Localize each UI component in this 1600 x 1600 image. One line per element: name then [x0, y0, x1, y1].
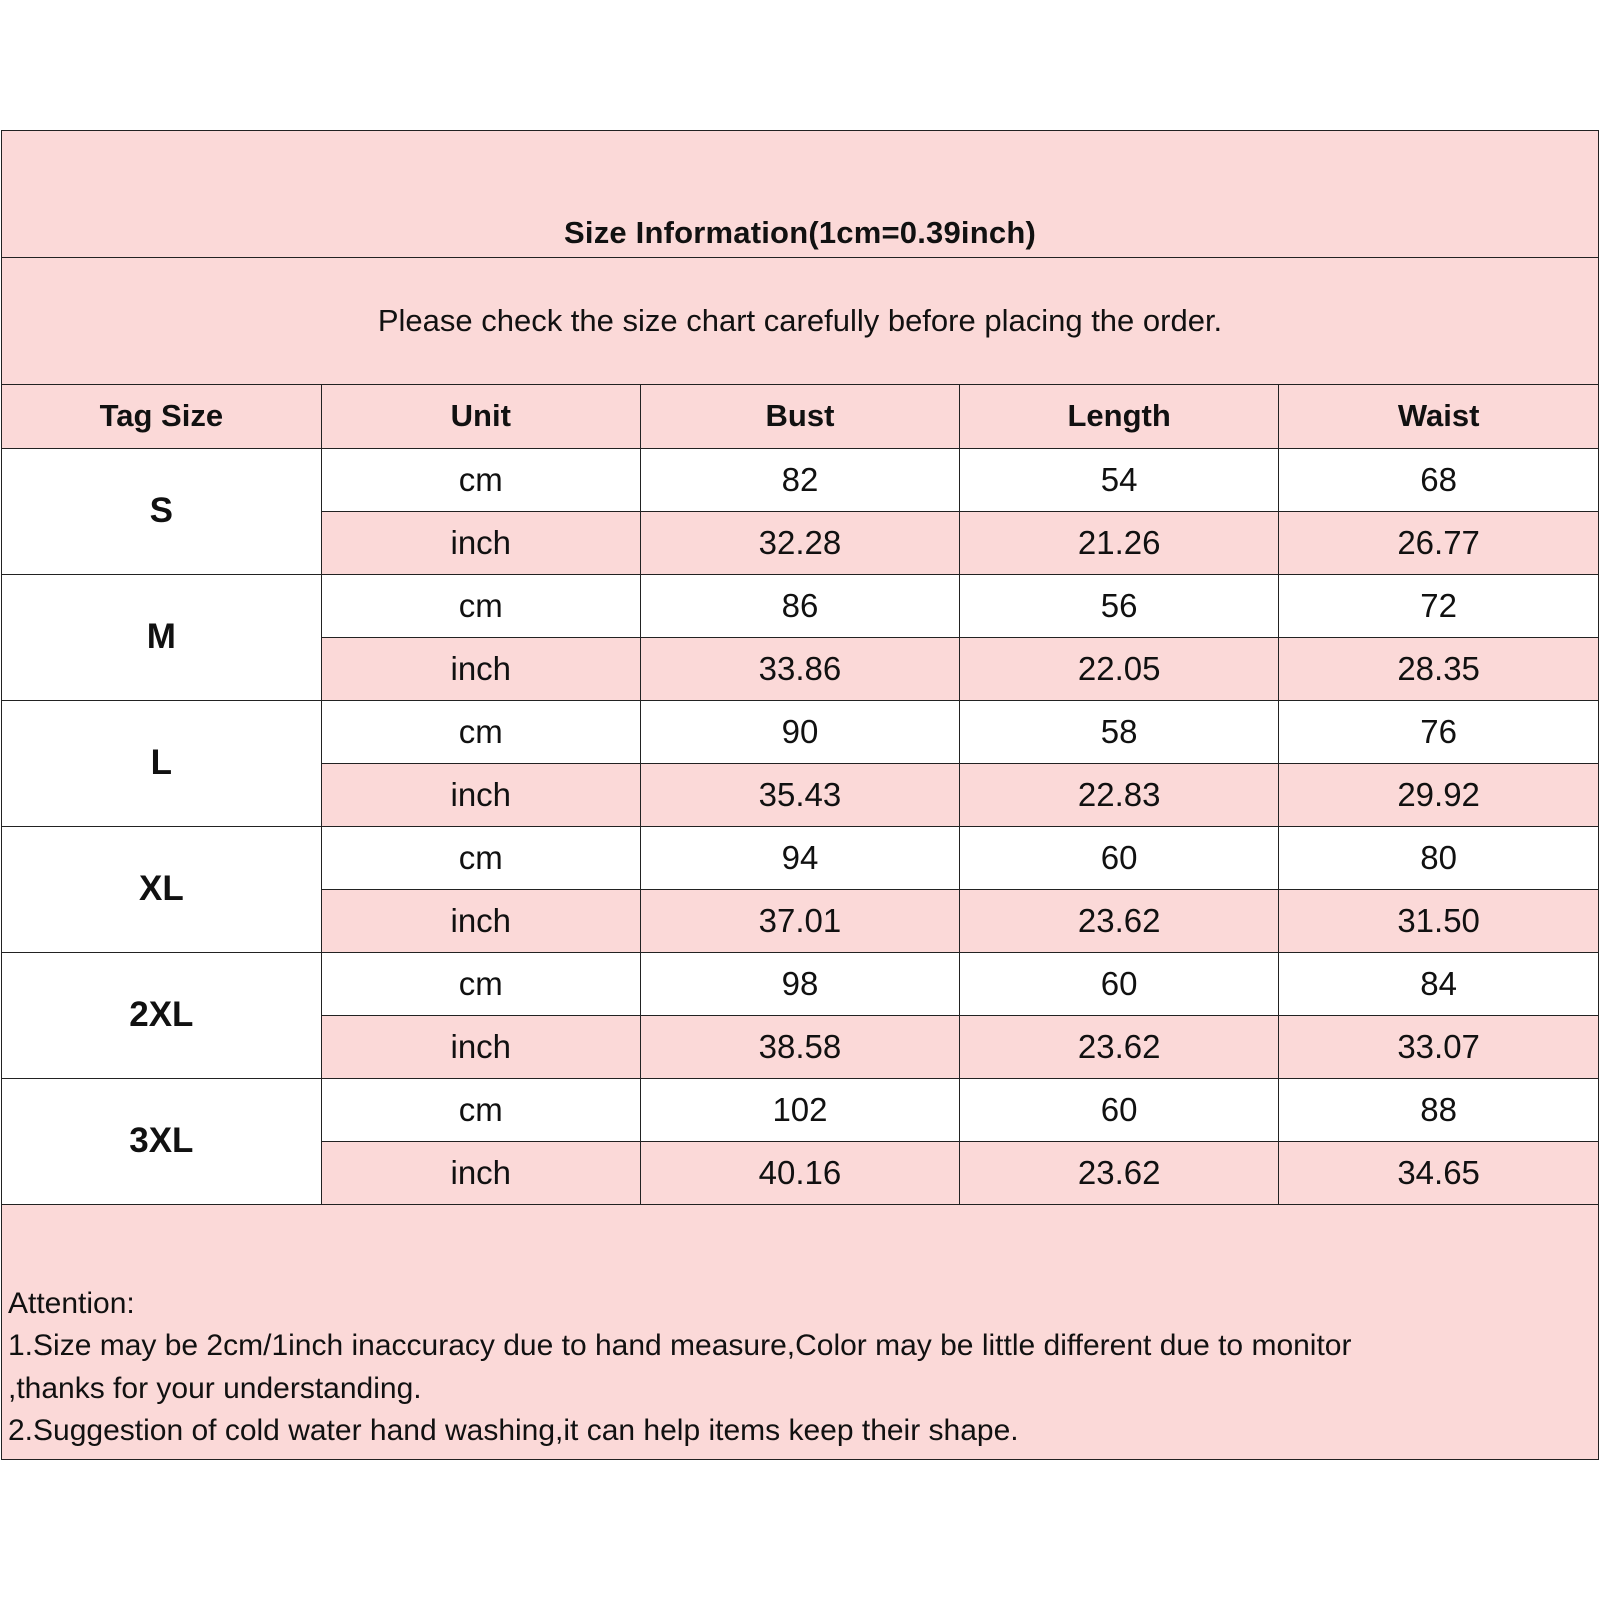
- waist-cell: 76: [1279, 700, 1598, 763]
- waist-cell: 28.35: [1279, 637, 1598, 700]
- length-cell: 56: [960, 574, 1279, 637]
- length-cell: 22.83: [960, 763, 1279, 826]
- length-cell: 23.62: [960, 1141, 1279, 1204]
- header-waist: Waist: [1279, 385, 1598, 448]
- tag-size-cell: L: [2, 700, 321, 826]
- length-cell: 60: [960, 952, 1279, 1015]
- waist-cell: 34.65: [1279, 1141, 1598, 1204]
- length-cell: 54: [960, 448, 1279, 511]
- size-table: [2, 385, 1598, 1205]
- header-length: Length: [960, 385, 1279, 448]
- waist-cell: 29.92: [1279, 763, 1598, 826]
- unit-cell: cm: [321, 826, 640, 889]
- attention-line-1-continued: ,thanks for your understanding.: [8, 1371, 422, 1405]
- table-row: [2, 1078, 1598, 1141]
- waist-cell: 26.77: [1279, 511, 1598, 574]
- header-tag-size: Tag Size: [2, 385, 321, 448]
- waist-cell: 68: [1279, 448, 1598, 511]
- length-cell: 22.05: [960, 637, 1279, 700]
- attention-heading: Attention:: [8, 1286, 135, 1320]
- waist-cell: 31.50: [1279, 889, 1598, 952]
- tag-size-cell: M: [2, 574, 321, 700]
- bust-cell: 90: [640, 700, 959, 763]
- unit-cell: inch: [321, 637, 640, 700]
- unit-cell: cm: [321, 448, 640, 511]
- waist-cell: 72: [1279, 574, 1598, 637]
- tag-size-cell: 3XL: [2, 1078, 321, 1204]
- unit-cell: inch: [321, 1141, 640, 1204]
- table-row: [2, 574, 1598, 637]
- unit-cell: cm: [321, 574, 640, 637]
- bust-cell: 86: [640, 574, 959, 637]
- attention-line-2: 2.Suggestion of cold water hand washing,it can help items keep their shape.: [8, 1414, 1019, 1447]
- waist-cell: 80: [1279, 826, 1598, 889]
- waist-cell: 84: [1279, 952, 1598, 1015]
- length-cell: 21.26: [960, 511, 1279, 574]
- length-cell: 23.62: [960, 1015, 1279, 1078]
- attention-line-1: 1.Size may be 2cm/1inch inaccuracy due to hand measure,Color may be little different due to monitor: [8, 1329, 1352, 1362]
- header-unit: Unit: [321, 385, 640, 448]
- title-row: [2, 131, 1598, 258]
- notice-text: Please check the size chart carefully before placing the order.: [377, 303, 1223, 338]
- bust-cell: 37.01: [640, 889, 959, 952]
- attention-section: [2, 1205, 1598, 1459]
- unit-cell: inch: [321, 511, 640, 574]
- table-row: [2, 700, 1598, 763]
- unit-cell: cm: [321, 1078, 640, 1141]
- unit-cell: cm: [321, 952, 640, 1015]
- length-cell: 60: [960, 1078, 1279, 1141]
- header-bust: Bust: [640, 385, 959, 448]
- bust-cell: 38.58: [640, 1015, 959, 1078]
- waist-cell: 88: [1279, 1078, 1598, 1141]
- bust-cell: 33.86: [640, 637, 959, 700]
- bust-cell: 98: [640, 952, 959, 1015]
- size-chart-sheet: [1, 130, 1599, 1460]
- tag-size-cell: S: [2, 448, 321, 574]
- bust-cell: 102: [640, 1078, 959, 1141]
- bust-cell: 32.28: [640, 511, 959, 574]
- table-header-row: [2, 385, 1598, 448]
- bust-cell: 35.43: [640, 763, 959, 826]
- tag-size-cell: 2XL: [2, 952, 321, 1078]
- size-chart-title: Size Information(1cm=0.39inch): [564, 215, 1036, 250]
- length-cell: 23.62: [960, 889, 1279, 952]
- unit-cell: cm: [321, 700, 640, 763]
- unit-cell: inch: [321, 763, 640, 826]
- bust-cell: 40.16: [640, 1141, 959, 1204]
- unit-cell: inch: [321, 889, 640, 952]
- tag-size-cell: XL: [2, 826, 321, 952]
- length-cell: 60: [960, 826, 1279, 889]
- bust-cell: 94: [640, 826, 959, 889]
- table-row: [2, 448, 1598, 511]
- waist-cell: 33.07: [1279, 1015, 1598, 1078]
- table-row: [2, 952, 1598, 1015]
- table-row: [2, 826, 1598, 889]
- length-cell: 58: [960, 700, 1279, 763]
- bust-cell: 82: [640, 448, 959, 511]
- notice-row: [2, 258, 1598, 385]
- unit-cell: inch: [321, 1015, 640, 1078]
